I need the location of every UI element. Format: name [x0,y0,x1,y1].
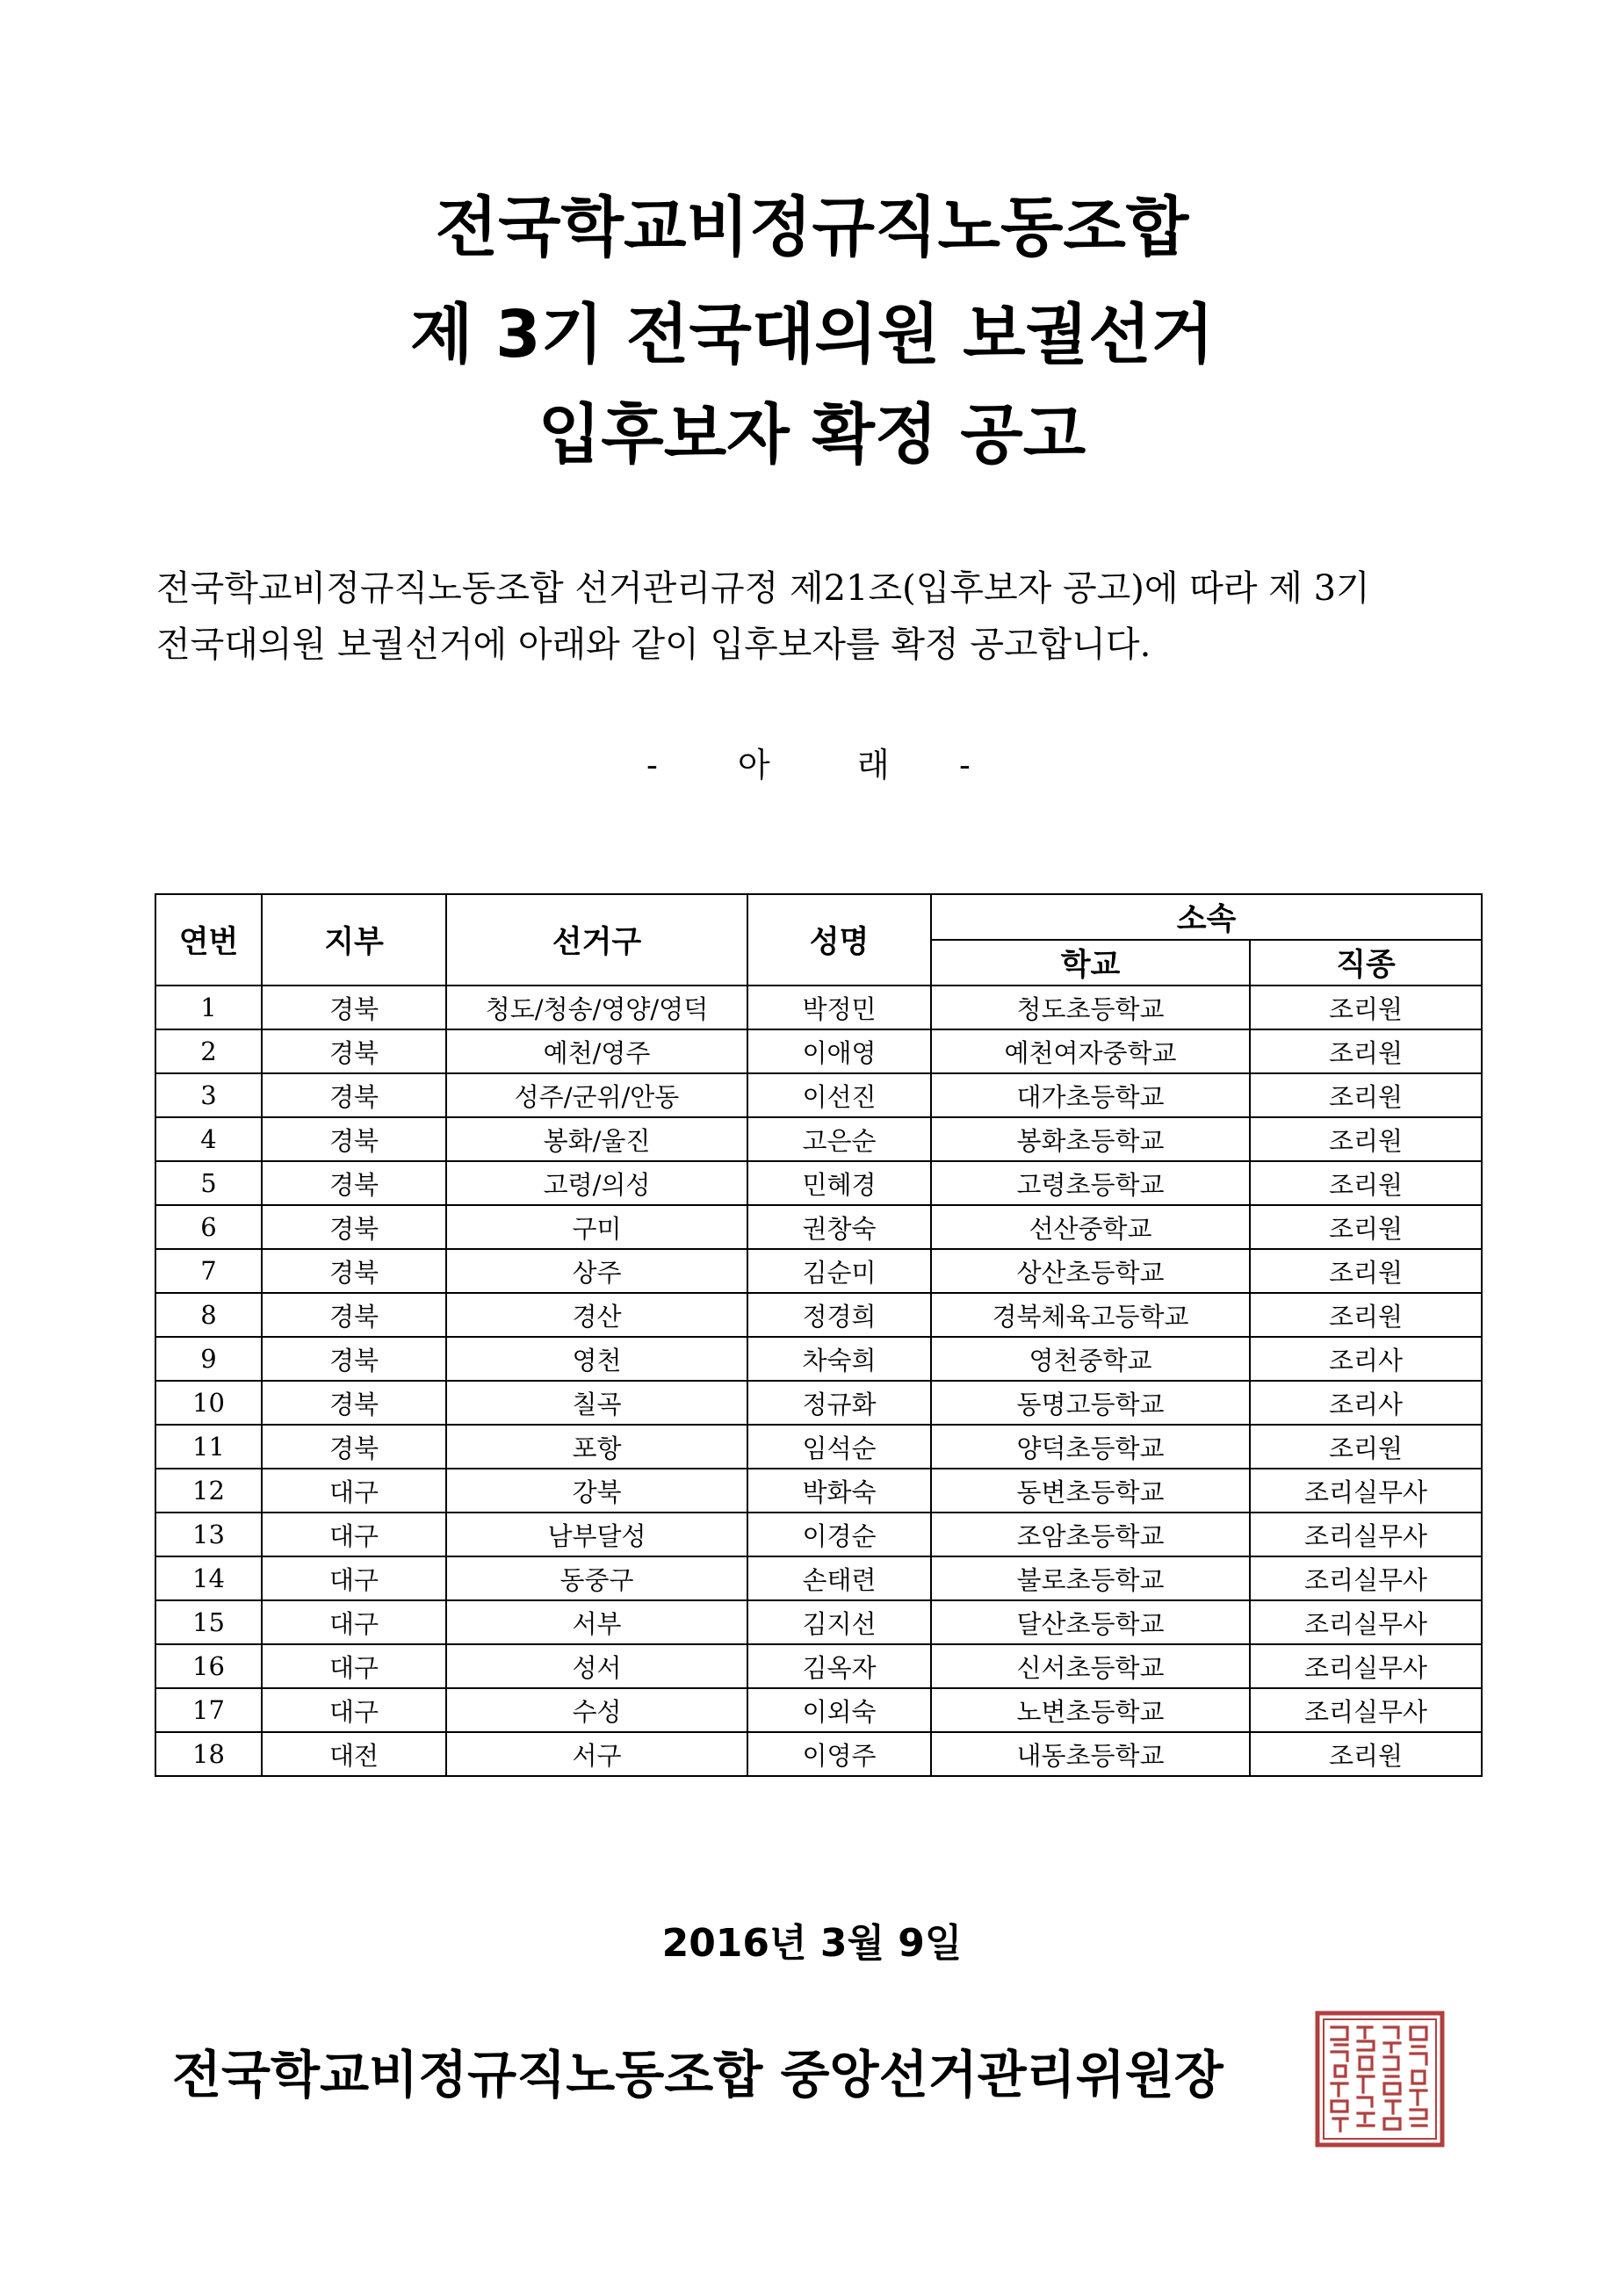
cell-name: 박정민 [747,986,931,1029]
cell-branch: 경북 [262,1337,446,1381]
cell-branch: 경북 [262,1205,446,1249]
table-row [155,1513,1482,1556]
table-row [155,1688,1482,1732]
header-name: 성명 [747,894,931,986]
cell-branch: 경북 [262,1161,446,1205]
cell-name: 이영주 [747,1732,931,1776]
signer-title: 전국학교비정규직노동조합 중앙선거관리위원장 [172,2045,1223,2105]
header-district: 선거구 [446,894,747,986]
cell-district: 성서 [446,1644,747,1688]
cell-no: 14 [155,1556,262,1600]
cell-school: 고령초등학교 [931,1161,1250,1205]
cell-district: 예천/영주 [446,1029,747,1073]
cell-school: 상산초등학교 [931,1249,1250,1293]
header-school: 학교 [931,940,1250,986]
cell-district: 상주 [446,1249,747,1293]
cell-branch: 대구 [262,1513,446,1556]
cell-branch: 대구 [262,1556,446,1600]
cell-name: 이선진 [747,1073,931,1117]
cell-job: 조리실무사 [1250,1600,1482,1644]
cell-name: 이애영 [747,1029,931,1073]
cell-job: 조리원 [1250,1425,1482,1469]
cell-district: 서부 [446,1600,747,1644]
cell-branch: 경북 [262,986,446,1029]
cell-district: 수성 [446,1688,747,1732]
cell-no: 8 [155,1293,262,1337]
table-row [155,1117,1482,1161]
cell-name: 차숙희 [747,1337,931,1381]
notice-date: 2016년 3월 9일 [661,1921,963,1966]
table-row [155,1161,1482,1205]
cell-school: 대가초등학교 [931,1073,1250,1117]
candidate-table [155,893,1483,1777]
cell-no: 3 [155,1073,262,1117]
cell-school: 경북체육고등학교 [931,1293,1250,1337]
cell-branch: 경북 [262,1029,446,1073]
cell-district: 영천 [446,1337,747,1381]
cell-district: 경산 [446,1293,747,1337]
cell-branch: 경북 [262,1381,446,1425]
cell-district: 남부달성 [446,1513,747,1556]
cell-district: 구미 [446,1205,747,1249]
cell-district: 서구 [446,1732,747,1776]
cell-no: 7 [155,1249,262,1293]
cell-job: 조리실무사 [1250,1513,1482,1556]
table-row [155,1337,1482,1381]
cell-job: 조리원 [1250,1029,1482,1073]
cell-branch: 경북 [262,1249,446,1293]
cell-no: 18 [155,1732,262,1776]
cell-name: 정경희 [747,1293,931,1337]
table-row [155,1469,1482,1513]
cell-school: 달산초등학교 [931,1600,1250,1644]
cell-job: 조리원 [1250,986,1482,1029]
cell-job: 조리사 [1250,1337,1482,1381]
cell-job: 조리실무사 [1250,1469,1482,1513]
cell-name: 김옥자 [747,1644,931,1688]
cell-branch: 경북 [262,1117,446,1161]
cell-school: 양덕초등학교 [931,1425,1250,1469]
cell-name: 임석순 [747,1425,931,1469]
table-row [155,1381,1482,1425]
cell-no: 16 [155,1644,262,1688]
cell-name: 김지선 [747,1600,931,1644]
cell-no: 15 [155,1600,262,1644]
cell-school: 신서초등학교 [931,1644,1250,1688]
cell-school: 동명고등학교 [931,1381,1250,1425]
cell-school: 청도초등학교 [931,986,1250,1029]
title-line-3: 입후보자 확정 공고 [538,397,1086,473]
table-row [155,1293,1482,1337]
title-line-2: 제 3기 전국대의원 보궐선거 [409,297,1215,372]
notice-paragraph-line-1: 전국학교비정규직노동조합 선거관리규정 제21조(입후보자 공고)에 따라 제 3기 [156,568,1370,609]
table-row [155,1073,1482,1117]
cell-district: 포항 [446,1425,747,1469]
cell-no: 1 [155,986,262,1029]
cell-branch: 대구 [262,1600,446,1644]
cell-district: 봉화/울진 [446,1117,747,1161]
cell-no: 13 [155,1513,262,1556]
cell-no: 5 [155,1161,262,1205]
table-row [155,1644,1482,1688]
below-dash-left: - [646,746,658,784]
cell-no: 11 [155,1425,262,1469]
cell-job: 조리실무사 [1250,1644,1482,1688]
header-affiliation: 소속 [931,894,1482,940]
cell-branch: 대구 [262,1688,446,1732]
cell-school: 봉화초등학교 [931,1117,1250,1161]
cell-district: 성주/군위/안동 [446,1073,747,1117]
table-row [155,1556,1482,1600]
cell-no: 17 [155,1688,262,1732]
table-header-row [155,894,1482,940]
title-line-1: 전국학교비정규직노동조합 [435,190,1189,265]
cell-branch: 대전 [262,1732,446,1776]
cell-school: 내동초등학교 [931,1732,1250,1776]
cell-branch: 대구 [262,1644,446,1688]
table-row [155,1600,1482,1644]
cell-job: 조리실무사 [1250,1688,1482,1732]
table-row [155,986,1482,1029]
cell-name: 이경순 [747,1513,931,1556]
header-no: 연번 [155,894,262,986]
cell-branch: 경북 [262,1293,446,1337]
cell-no: 4 [155,1117,262,1161]
cell-job: 조리원 [1250,1293,1482,1337]
cell-name: 김순미 [747,1249,931,1293]
cell-job: 조리사 [1250,1381,1482,1425]
cell-name: 손태련 [747,1556,931,1600]
table-row [155,1029,1482,1073]
cell-no: 12 [155,1469,262,1513]
cell-job: 조리원 [1250,1073,1482,1117]
cell-job: 조리원 [1250,1205,1482,1249]
cell-name: 박화숙 [747,1469,931,1513]
cell-district: 강북 [446,1469,747,1513]
table-row [155,1205,1482,1249]
cell-no: 2 [155,1029,262,1073]
cell-no: 6 [155,1205,262,1249]
cell-job: 조리원 [1250,1249,1482,1293]
cell-branch: 대구 [262,1469,446,1513]
table-row [155,1425,1482,1469]
header-branch: 지부 [262,894,446,986]
table-row [155,1249,1482,1293]
below-dash-right: - [959,746,971,784]
cell-district: 칠곡 [446,1381,747,1425]
cell-district: 청도/청송/영양/영덕 [446,986,747,1029]
cell-name: 이외숙 [747,1688,931,1732]
cell-school: 선산중학교 [931,1205,1250,1249]
cell-name: 민혜경 [747,1161,931,1205]
cell-name: 권창숙 [747,1205,931,1249]
cell-job: 조리원 [1250,1732,1482,1776]
cell-school: 조암초등학교 [931,1513,1250,1556]
table-body [155,986,1482,1776]
cell-school: 영천중학교 [931,1337,1250,1381]
cell-name: 고은순 [747,1117,931,1161]
below-word-2: 래 [857,746,890,784]
table-row [155,1732,1482,1776]
below-word-1: 아 [738,746,770,784]
cell-job: 조리실무사 [1250,1556,1482,1600]
cell-name: 정규화 [747,1381,931,1425]
cell-job: 조리원 [1250,1117,1482,1161]
notice-paragraph-line-2: 전국대의원 보궐선거에 아래와 같이 입후보자를 확정 공고합니다. [156,625,1151,665]
cell-school: 예천여자중학교 [931,1029,1250,1073]
cell-no: 9 [155,1337,262,1381]
cell-school: 동변초등학교 [931,1469,1250,1513]
cell-branch: 경북 [262,1073,446,1117]
cell-school: 불로초등학교 [931,1556,1250,1600]
cell-branch: 경북 [262,1425,446,1469]
cell-no: 10 [155,1381,262,1425]
official-seal-icon [1314,2010,1446,2148]
cell-district: 고령/의성 [446,1161,747,1205]
cell-school: 노변초등학교 [931,1688,1250,1732]
header-job: 직종 [1250,940,1482,986]
cell-job: 조리원 [1250,1161,1482,1205]
cell-district: 동중구 [446,1556,747,1600]
